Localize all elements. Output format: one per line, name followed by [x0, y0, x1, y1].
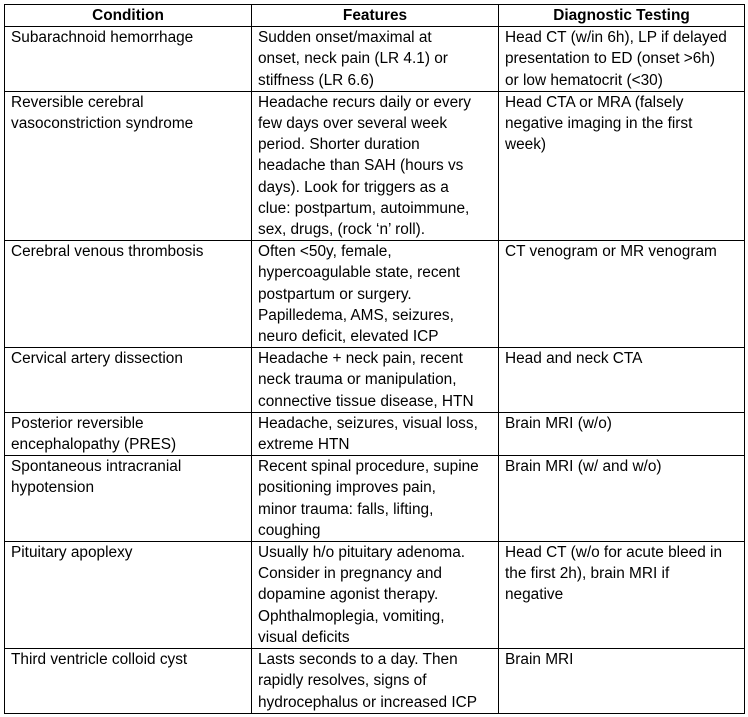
- cell-line: week): [505, 136, 547, 154]
- cell-line: Lasts seconds to a day. Then: [258, 651, 458, 669]
- cell-line: coughing: [258, 521, 321, 539]
- cell-line: Headache + neck pain, recent: [258, 350, 463, 368]
- cell-line: Consider in pregnancy and: [258, 565, 442, 583]
- cell-line: Papilledema, AMS, seizures,: [258, 306, 454, 324]
- cell-features: [252, 412, 499, 455]
- cell-line: Subarachnoid hemorrhage: [11, 29, 194, 47]
- cell-line: clue: postpartum, autoimmune,: [258, 199, 470, 217]
- cell-condition: [5, 241, 252, 348]
- cell-condition: [5, 27, 252, 92]
- headache-differential-table: [4, 4, 745, 714]
- cell-features: [252, 542, 499, 649]
- table-row: [5, 348, 745, 413]
- cell-line: hypotension: [11, 479, 95, 497]
- cell-features: [252, 241, 499, 348]
- cell-features: [252, 348, 499, 413]
- cell-testing: [499, 412, 745, 455]
- cell-line: period. Shorter duration: [258, 136, 420, 154]
- cell-line: connective tissue disease, HTN: [258, 392, 474, 410]
- cell-line: negative: [505, 586, 564, 604]
- header-diagnostic-testing: Diagnostic Testing: [499, 5, 745, 27]
- cell-line: Usually h/o pituitary adenoma.: [258, 544, 466, 562]
- cell-line: Posterior reversible: [11, 414, 144, 432]
- cell-line: neuro deficit, elevated ICP: [258, 328, 439, 346]
- cell-line: onset, neck pain (LR 4.1) or: [258, 50, 448, 68]
- cell-line: Reversible cerebral: [11, 93, 144, 111]
- cell-line: Head CT (w/in 6h), LP if delayed: [505, 29, 727, 47]
- cell-line: Ophthalmoplegia, vomiting,: [258, 607, 445, 625]
- cell-condition: [5, 542, 252, 649]
- cell-line: Head and neck CTA: [505, 350, 643, 368]
- cell-line: Head CTA or MRA (falsely: [505, 93, 684, 111]
- cell-line: Brain MRI (w/o): [505, 414, 612, 432]
- cell-line: dopamine agonist therapy.: [258, 586, 439, 604]
- cell-line: Headache, seizures, visual loss,: [258, 414, 478, 432]
- cell-line: few days over several week: [258, 115, 448, 133]
- table-container: [4, 4, 745, 714]
- cell-testing: [499, 241, 745, 348]
- table-row: [5, 412, 745, 455]
- cell-testing: [499, 456, 745, 542]
- cell-line: Brain MRI: [505, 651, 574, 669]
- header-row: [5, 5, 745, 27]
- cell-line: Pituitary apoplexy: [11, 544, 133, 562]
- cell-line: Often <50y, female,: [258, 243, 392, 261]
- cell-line: extreme HTN: [258, 436, 350, 454]
- table-row: [5, 649, 745, 714]
- cell-line: Sudden onset/maximal at: [258, 29, 432, 47]
- cell-line: Cervical artery dissection: [11, 350, 183, 368]
- cell-line: presentation to ED (onset >6h): [505, 50, 716, 68]
- table-body: [5, 27, 745, 714]
- cell-testing: [499, 542, 745, 649]
- cell-testing: [499, 348, 745, 413]
- table-row: [5, 241, 745, 348]
- cell-line: visual deficits: [258, 628, 350, 646]
- cell-condition: [5, 649, 252, 714]
- table-row: [5, 27, 745, 92]
- table-row: [5, 542, 745, 649]
- table-row: [5, 91, 745, 240]
- cell-line: encephalopathy (PRES): [11, 436, 177, 454]
- cell-condition: [5, 91, 252, 240]
- header-features: Features: [252, 5, 499, 27]
- cell-line: positioning improves pain,: [258, 479, 436, 497]
- cell-line: or low hematocrit (<30): [505, 71, 663, 89]
- cell-condition: [5, 348, 252, 413]
- cell-line: CT venogram or MR venogram: [505, 243, 717, 261]
- cell-features: [252, 649, 499, 714]
- cell-line: sex, drugs, (rock ‘n’ roll).: [258, 221, 426, 239]
- cell-line: minor trauma: falls, lifting,: [258, 500, 434, 518]
- cell-line: hydrocephalus or increased ICP: [258, 693, 478, 711]
- cell-testing: [499, 27, 745, 92]
- cell-line: Third ventricle colloid cyst: [11, 651, 188, 669]
- cell-line: the first 2h), brain MRI if: [505, 565, 670, 583]
- cell-line: Brain MRI (w/ and w/o): [505, 458, 662, 476]
- cell-line: stiffness (LR 6.6): [258, 71, 375, 89]
- cell-line: neck trauma or manipulation,: [258, 371, 457, 389]
- cell-condition: [5, 456, 252, 542]
- cell-line: Recent spinal procedure, supine: [258, 458, 479, 476]
- cell-line: Headache recurs daily or every: [258, 93, 472, 111]
- table-row: [5, 456, 745, 542]
- cell-features: [252, 91, 499, 240]
- cell-line: vasoconstriction syndrome: [11, 115, 194, 133]
- cell-line: Head CT (w/o for acute bleed in: [505, 544, 723, 562]
- cell-line: days). Look for triggers as a: [258, 178, 449, 196]
- cell-features: [252, 456, 499, 542]
- cell-line: headache than SAH (hours vs: [258, 157, 464, 175]
- cell-condition: [5, 412, 252, 455]
- cell-line: Cerebral venous thrombosis: [11, 243, 204, 261]
- cell-line: negative imaging in the first: [505, 115, 693, 133]
- cell-features: [252, 27, 499, 92]
- cell-line: rapidly resolves, signs of: [258, 672, 427, 690]
- cell-line: hypercoagulable state, recent: [258, 264, 460, 282]
- cell-line: postpartum or surgery.: [258, 285, 412, 303]
- header-condition: Condition: [5, 5, 252, 27]
- cell-testing: [499, 91, 745, 240]
- cell-line: Spontaneous intracranial: [11, 458, 182, 476]
- cell-testing: [499, 649, 745, 714]
